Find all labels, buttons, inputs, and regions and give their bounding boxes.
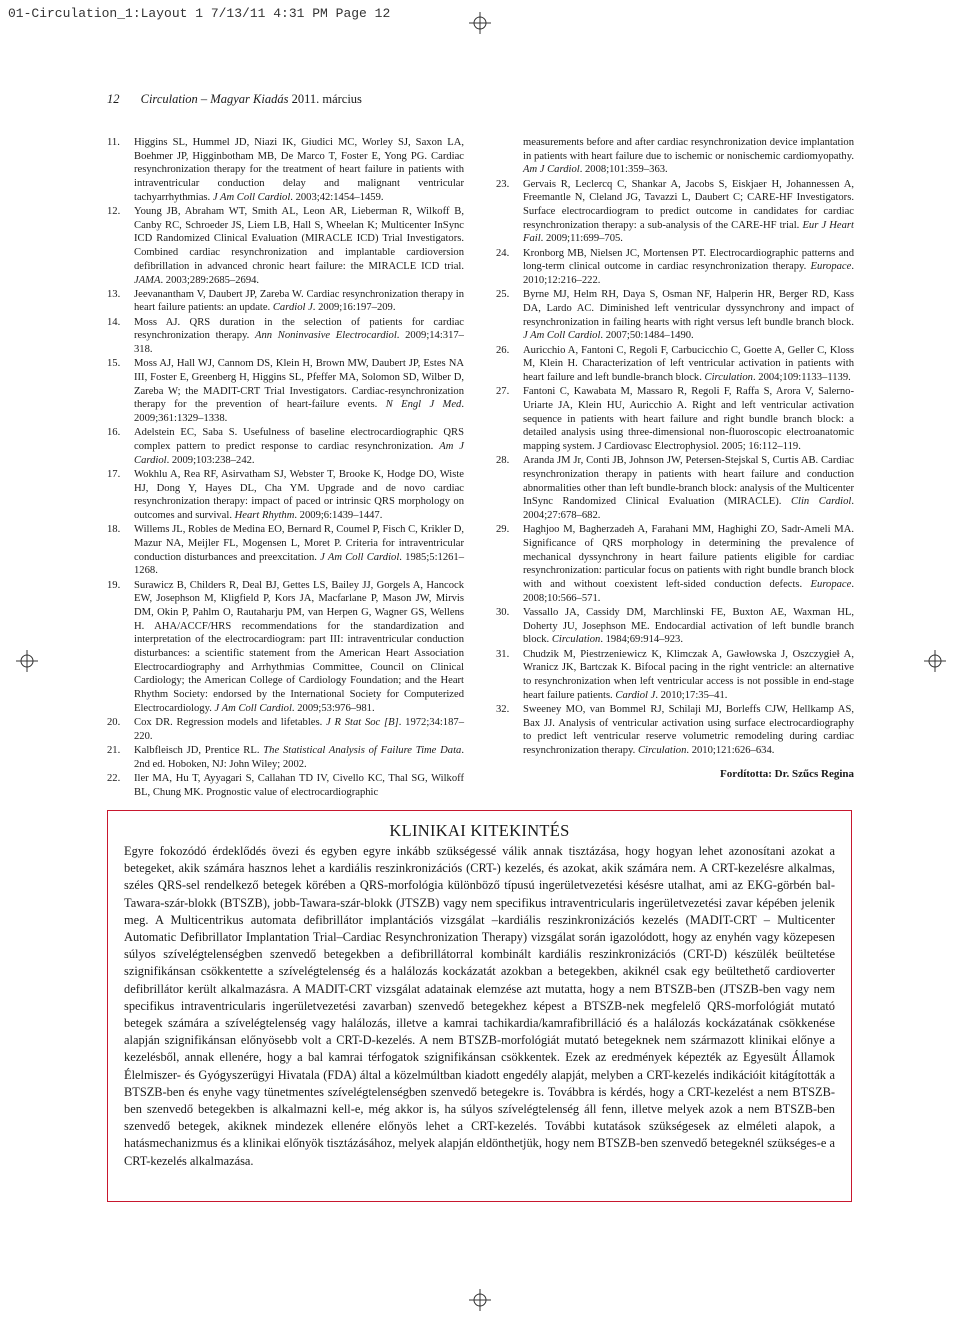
reference-item — [107, 772, 464, 799]
reference-item — [107, 523, 464, 578]
clinical-perspective-box — [107, 810, 852, 1202]
reference-citation: . 2009;103:238–242. — [166, 454, 255, 466]
reference-journal: J Am Coll Cardiol — [320, 551, 400, 563]
reference-text: Moss AJ. QRS duration in the selection of patients for cardiac resynchronization therapy. — [134, 316, 464, 342]
reference-citation: . 2009;6:1439–1447. — [294, 509, 383, 521]
reference-number: 17. — [107, 468, 121, 480]
reference-item — [496, 606, 854, 647]
reference-number: 20. — [107, 717, 121, 729]
reference-item — [107, 316, 464, 357]
reference-item — [107, 288, 464, 315]
reference-text: Chudzik M, Piestrzeniewicz K, Klimczak A, Gawłowska J, Oszczygieł A, Wranicz JK, Bartczak K. Bifocal pacing in the right ventricle: an alternative to resynchronization when left ventricular access is not possible in end-stage heart failure patients. — [523, 648, 854, 701]
reference-number: 22. — [107, 772, 121, 784]
reference-citation: . 2010;121:626–634. — [686, 744, 775, 756]
registration-mark-icon — [469, 1289, 491, 1311]
print-slug: 01-Circulation_1:Layout 1 7/13/11 4:31 PM Page 12 — [8, 6, 391, 21]
reference-text: Iler MA, Hu T, Ayyagari S, Callahan TD IV, Civello KC, Thal SG, Wilkoff BL, Chung MK. Prognostic value of electrocardiographic — [134, 772, 464, 798]
journal-title: Circulation – Magyar Kiadás — [140, 92, 289, 106]
reference-number: 27. — [496, 386, 510, 398]
reference-number: 14. — [107, 316, 121, 328]
reference-journal: Circulation — [551, 634, 601, 646]
box-body: Egyre fokozódó érdeklődés övezi és egyben egyre inkább szükségessé válik annak tisztázása, hogy hogyan lehet azonosítani azokat a betegeket, akik számára hasznos lehet a kardiális reszinkronizációs (CRT-) kezelés, és azokat, akik számára nem. A CRT-kezelésre alkalmas, széles QRS-sel rendelkező betegek körében a QRS-morfológia különböző típusú ingerületvezetési késésre utalhat, ami az EKG-görbén bal-Tawara-szár-blokk (BTSZB), jobb-Tawara-szár-blokk (JTSZB) vagy nem specifikus intraventricularis ingerületvezetési zavar képében jelenik meg. A Multicentrikus automata defibrillátor implantációs vizsgálat –kardiális reszinkronizációs kezelés (MADIT-CRT – Multicenter Automatic Defibrillator Implantation Trial–Cardiac Resynchronization Therapy) vizsgálat során igazolódott, hogy az enyhén vagy közepesen súlyos szívelégtelenségben szenvedő betegekben a defibrillátorral kombinált kardiális reszinkronizációs (CRT-D) készülék beültetése szignifikánsan csökkentette a szívelégtelenség és a halálozás kockázatát azokban a betegekben, akiknél csak egy beültethető cardioverter defibrillátor került alkalmazásra. A MADIT-CRT vizsgálat adatainak elemzése azt mutatta, hogy a nem BTSZB-ben (JTSZB-ben vagy nem specifikus intraventricularis ingerületvezetési zavarban) szenvedő betegekhez képest a BTSZB-nek megfelelő QRS-morfológiát mutató betegek számára a szívelégtelenség vagy halálozás, illetve a kamrai tachikardia/kamrafibrilláció és a halálozás kockázatának csökkenése alapján szignifikánsan előnyösebb volt a CRT-D-kezelés. A nem BTSZB-morfológiát mutató betegeknek nem származott klinikai előnye a kezelésből, annak ellenére, hogy a bal kamrai térfogatok szignifikánsan csökkentek. Ezek az eredmények képezték az Egyesült Államok Élelmiszer- és Gyógyszerügyi Hivatala (FDA) által a közelmúltban kiadott engedély alapját, melyben a CRT-kezelés indikációit kitágították a BTSZB-ben és enyhe vagy tünetmentes szívelégtelenségben szenvedő betegekre is. Továbbra is kérdés, hogy a CRT-kezelést a nem BTSZB-ben szenvedő betegekben is alkalmazni kell-e, még akkor is, ha súlyos szívelégtelenség áll fenn, illetve melyek azok a nem BTSZB-ben szenvedő betegek, akiknek mindezek ellenére előnyös lehet a CRT-kezelés. További kutatások szükségesek az elméleti alapok, a hatásmechanizmus és a klinikai előnyök tisztázásához, melyek alapján eldönthetjük, hogy nem BTSZB-ben szenvedő betegeknél szükséges-e a CRT-kezelés alkalmazása. — [124, 844, 835, 1168]
reference-number: 31. — [496, 648, 510, 660]
reference-journal: Ann Noninvasive Electrocardiol — [255, 330, 397, 342]
reference-item — [496, 454, 854, 523]
reference-item — [107, 716, 464, 743]
reference-citation: . 2007;50:1484–1490. — [600, 330, 694, 342]
reference-journal: Am J Cardiol — [134, 440, 464, 466]
reference-number: 32. — [496, 703, 510, 715]
reference-journal: J R Stat Soc [B] — [326, 717, 399, 729]
reference-item — [107, 136, 464, 205]
reference-text: Surawicz B, Childers R, Deal BJ, Gettes LS, Bailey JJ, Gorgels A, Hancock EW, Josephson M, Kligfield P, Kors JA, Macfarlane P, Mason JW, Mirvis DM, Okin P, Pahlm O, Rautaharju PM, van Herpen G, Wagner GS, Wellens H. AHA/ACCF/HRS recommendations for the standardization and interpretation of the electrocardiogram: part III: intraventricular conduction disturbances: a scientific statement from the American Heart Association Electrocardiography and Arrhythmias Committee, Council on Clinical Cardiology; the American College of Cardiology Foundation; and the Heart Rhythm Society: endorsed by the International Society for Computerized Electrocardiology. — [134, 579, 464, 714]
reference-item — [107, 357, 464, 426]
reference-number: 26. — [496, 344, 510, 356]
reference-journal: Clin Cardiol — [790, 496, 852, 508]
box-title: KLINIKAI KITEKINTÉS — [389, 821, 570, 840]
registration-mark-icon — [924, 650, 946, 672]
reference-number: 25. — [496, 289, 510, 301]
registration-mark-icon — [16, 650, 38, 672]
reference-number: 12. — [107, 206, 121, 218]
reference-item — [496, 344, 854, 385]
reference-citation: . 2009;11:699–705. — [540, 233, 623, 245]
reference-journal: Eur J Heart Fail — [523, 219, 854, 245]
reference-text: Wokhlu A, Rea RF, Asirvatham SJ, Webster T, Brooke K, Hodge DO, Wiste HJ, Dong Y, Hayes DL, Cha YM. Upgrade and de novo cardiac resynchronization therapy: impact of paced or intrinsic QRS morphology on outcomes and survival. — [134, 468, 464, 521]
reference-text: Willems JL, Robles de Medina EO, Bernard R, Coumel P, Fisch C, Krikler D, Mazur NA, Meijler FL, Mogensen L, Moret P. Criteria for intraventricular conduction disturbances and preexcitation. — [134, 524, 465, 563]
reference-text: Vassallo JA, Cassidy DM, Marchlinski FE, Buxton AE, Waxman HL, Doherty JU, Josephson ME. Endocardial activation of left bundle branch block. — [523, 606, 854, 646]
reference-text: Auricchio A, Fantoni C, Regoli F, Carbucicchio C, Goette A, Geller C, Kloss M, Klein H. Characterization of left ventricular activation in patients with heart failure and left bundle-branch block. — [523, 344, 854, 383]
reference-citation: . 2004;109:1133–1139. — [752, 371, 851, 383]
reference-item — [107, 744, 464, 771]
reference-number: 16. — [107, 427, 121, 439]
reference-text: Fantoni C, Kawabata M, Massaro R, Regoli F, Raffa S, Arora V, Salerno-Uriarte JA, Klein HU, Auricchio A. Right and left ventricular activation sequence in patients with heart failure and right bundle branch block: a detailed analysis using three-dimensional non-fluoroscopic electroanatomic mapping system. J Cardiovasc Electrophysiol. 2005; 16:112–119. — [523, 386, 854, 452]
reference-citation: . 2nd ed. Hoboken, NJ: John Wiley; 2002. — [134, 744, 465, 770]
reference-journal: Europace — [810, 579, 852, 590]
reference-citation: . 1972;34:187–220. — [134, 717, 464, 742]
registration-mark-icon — [469, 12, 491, 34]
reference-text: Moss AJ, Hall WJ, Cannom DS, Klein H, Brown MW, Daubert JP, Estes NA III, Foster E, Greenberg H, Higgins SL, Pfeffer MA, Solomon SD, Wilber D, Zareba W; the MADIT-CRT Trial Investigators. Cardiac-resynchronization therapy for the prevention of heart-failure events. — [134, 358, 464, 411]
reference-citation: . 1985;5:1261–1268. — [134, 551, 465, 577]
reference-item — [107, 426, 464, 467]
reference-item — [496, 178, 854, 247]
issue-date: 2011. március — [291, 92, 362, 106]
page-number: 12 — [107, 92, 120, 106]
reference-text: Kronborg MB, Nielsen JC, Mortensen PT. Electrocardiographic patterns and long-term clinical outcome in cardiac resynchronization therapy. — [523, 247, 854, 273]
reference-text: Adelstein EC, Saba S. Usefulness of baseline electrocardiographic QRS complex pattern to predict response to cardiac resynchronization. — [134, 427, 464, 452]
reference-text: Aranda JM Jr, Conti JB, Johnson JW, Petersen-Stejskal S, Curtis AB. Cardiac resynchronization therapy in patients with heart failure and conduction abnormalities other than left bundle-branch block: analysis of the Multicenter InSync Randomized Clinical Evaluation (MIRACLE). — [523, 455, 854, 508]
reference-citation: . 2009;53:976–981. — [291, 702, 375, 714]
reference-text: Cox DR. Regression models and lifetables. — [134, 717, 323, 729]
reference-item — [496, 136, 854, 177]
reference-journal: J Am Coll Cardiol — [214, 702, 292, 714]
reference-item — [107, 468, 464, 523]
reference-item — [496, 385, 854, 454]
reference-text: Haghjoo M, Bagherzadeh A, Farahani MM, Haghighi ZO, Sadr-Ameli MA. Significance of QRS morphology in determining the prevalence of mechanical dyssynchrony in heart failure patients eligible for cardiac resynchronization: particular focus on patients with right bundle branch block with and without coexistent left-sided conduction defects. — [523, 524, 854, 590]
reference-citation: . 2003;289:2685–2694. — [160, 274, 260, 286]
reference-item — [107, 579, 464, 716]
reference-number: 21. — [107, 744, 121, 756]
reference-text: measurements before and after cardiac resynchronization device implantation in patients with heart failure due to ischemic or nonischemic cardiomyopathy. — [523, 137, 854, 162]
reference-text: Kalbfleisch JD, Prentice RL. — [134, 744, 260, 756]
reference-number: 19. — [107, 579, 121, 591]
reference-citation: . 2003;42:1454–1459. — [290, 191, 384, 203]
reference-number: 15. — [107, 358, 121, 370]
reference-citation: . 1984;69:914–923. — [600, 634, 684, 646]
references-left-column — [107, 136, 464, 800]
reference-number: 13. — [107, 288, 121, 300]
reference-journal: Am J Cardiol — [523, 164, 580, 176]
reference-journal: Circulation — [704, 371, 753, 383]
reference-citation: . 2009;14:317–318. — [134, 330, 464, 356]
reference-text: Young JB, Abraham WT, Smith AL, Leon AR, Lieberman R, Wilkoff B, Canby RC, Schroeder JS, Liem LB, Hall S, Wheelan K; Multicenter InSync ICD Randomized Clinical Evaluation (MIRACLE ICD) Trial Investigators. Combined cardiac resynchronization and implantable cardioversion defibrillation in advanced chronic heart failure: the MIRACLE ICD trial. — [134, 206, 464, 272]
reference-citation: . 2008;101:359–363. — [579, 164, 668, 176]
reference-text: Sweeney MO, van Bommel RJ, Schilaji MJ, Borleffs CJW, Hellkamp AS, Bax JJ. Analysis of ventricular activation using surface electrocardiography to predict left ventricular reserve volumetric remodeling during cardiac resynchronization therapy. — [523, 703, 854, 756]
reference-citation: . 2009;16:197–209. — [312, 302, 396, 314]
reference-item — [496, 648, 854, 703]
reference-journal: Circulation — [637, 744, 687, 756]
reference-number: 29. — [496, 524, 510, 536]
running-head — [107, 92, 362, 107]
reference-citation: . 2009;361:1329–1338. — [134, 399, 465, 425]
reference-citation: . 2004;27:678–682. — [523, 496, 854, 521]
reference-number: 23. — [496, 178, 510, 190]
reference-text: Jeevanantham V, Daubert JP, Zareba W. Cardiac resynchronization therapy in heart failure patients: an update. — [134, 288, 464, 314]
reference-number: 30. — [496, 606, 510, 618]
reference-text: Higgins SL, Hummel JD, Niazi IK, Giudici MC, Worley SJ, Saxon LA, Boehmer JP, Higginbotham MB, De Marco T, Foster E, Yong PG. Cardiac resynchronization therapy for the treatment of heart failure in patients with intraventricular conduction delay and malignant ventricular tachyarrhythmias. — [134, 137, 464, 203]
reference-number: 28. — [496, 455, 510, 467]
reference-journal: J Am Coll Cardiol — [523, 330, 601, 342]
reference-item — [496, 703, 854, 758]
reference-journal: Cardiol J — [615, 689, 656, 701]
reference-number: 11. — [107, 137, 120, 148]
reference-text: Byrne MJ, Helm RH, Daya S, Osman NF, Halperin HR, Berger RD, Kass DA, Lardo AC. Diminished left ventricular dyssynchrony and impact of resynchronization in failing hearts with right versus left bundle branch block. — [523, 289, 854, 328]
reference-citation: . 2008;10:566–571. — [523, 579, 854, 604]
reference-journal: Heart Rhythm — [234, 509, 295, 521]
reference-item — [496, 247, 854, 288]
reference-journal: N Engl J Med — [385, 399, 462, 411]
translator-credit: Fordította: Dr. Szűcs Regina — [719, 767, 854, 780]
reference-number: 24. — [496, 247, 510, 259]
reference-number: 18. — [107, 524, 121, 536]
reference-item — [496, 288, 854, 343]
reference-item — [107, 205, 464, 287]
reference-item — [496, 523, 854, 605]
reference-journal: Cardiol J — [272, 302, 313, 314]
reference-citation: . 2010;12:216–222. — [523, 261, 854, 287]
references-right-column — [496, 136, 854, 781]
reference-text: Gervais R, Leclercq C, Shankar A, Jacobs S, Eiskjaer H, Johannessen A, Freemantle N, Cleland JG, Tavazzi L, Daubert C; CARE-HF Investigators. Surface electrocardiogram to predict outcome in candidates for cardiac resynchronization therapy: a sub-analysis of the CARE-HF trial. — [523, 178, 854, 231]
reference-journal: JAMA — [134, 274, 161, 286]
reference-citation: . 2010;17:35–41. — [655, 689, 728, 701]
reference-journal: J Am Coll Cardiol — [212, 191, 291, 203]
reference-journal: Europace — [810, 261, 852, 273]
reference-journal: The Statistical Analysis of Failure Time Data — [263, 744, 462, 756]
